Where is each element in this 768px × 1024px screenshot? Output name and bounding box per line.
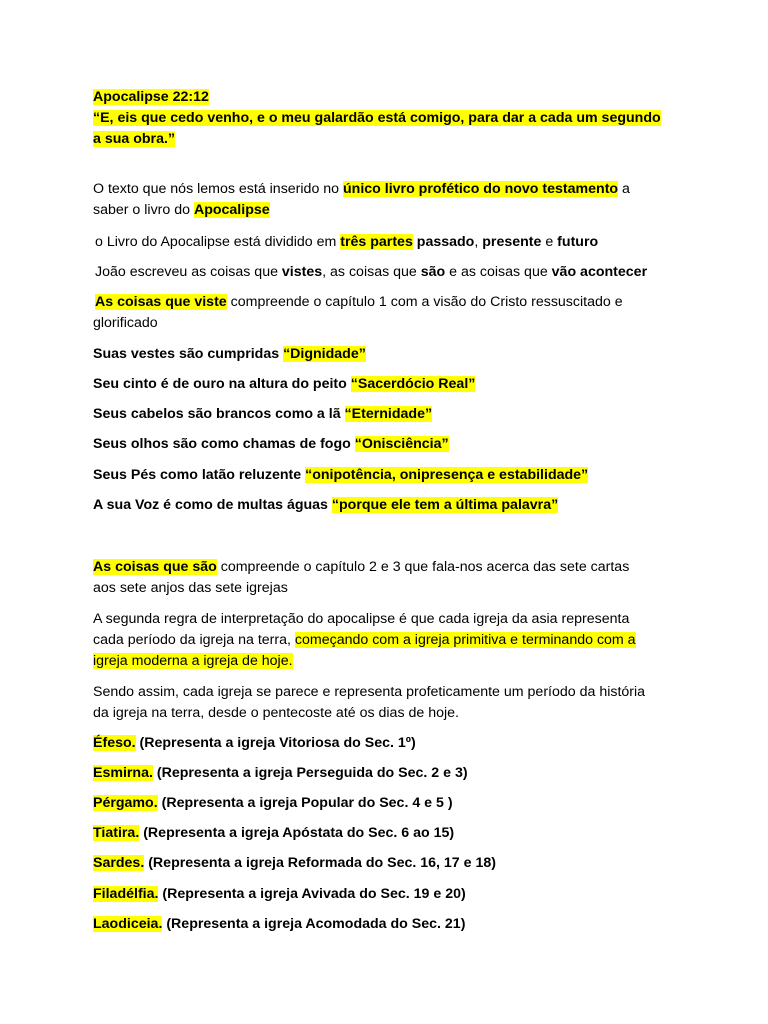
- intro-line-2: saber o livro do Apocalipse: [93, 202, 270, 218]
- attribute-line: Suas vestes são cumpridas “Dignidade”: [93, 346, 366, 362]
- are-things-line-2: aos sete anjos das sete igrejas: [93, 580, 288, 596]
- scripture-verse-line-2: a sua obra.”: [93, 131, 176, 147]
- rule-line-1: A segunda regra de interpretação do apocalipse é que cada igreja da asia representa: [93, 611, 630, 627]
- seen-things-line-2: glorificado: [93, 315, 158, 331]
- rule-line-2: cada período da igreja na terra, começando com a igreja primitiva e terminando com a: [93, 632, 636, 648]
- are-things-line-1: As coisas que são compreende o capítulo 2 e 3 que fala-nos acerca das sete cartas: [93, 559, 630, 575]
- therefore-line-1: Sendo assim, cada igreja se parece e representa profeticamente um período da história: [93, 684, 646, 700]
- attribute-line: Seu cinto é de ouro na altura do peito “Sacerdócio Real”: [93, 376, 476, 392]
- scripture-verse-line-1: “E, eis que cedo venho, e o meu galardão está comigo, para dar a cada um segundo: [93, 110, 661, 126]
- john-wrote-paragraph: João escreveu as coisas que vistes, as coisas que são e as coisas que vão acontecer: [95, 264, 648, 280]
- church-name: Éfeso.: [93, 735, 136, 751]
- scripture-reference: Apocalipse 22:12: [93, 89, 209, 105]
- attribute-line: Seus cabelos são brancos como a lã “Eternidade”: [93, 406, 433, 422]
- church-name: Esmirna.: [93, 765, 153, 781]
- church-line: Pérgamo. (Representa a igreja Popular do Sec. 4 e 5 ): [93, 795, 453, 811]
- church-line: Esmirna. (Representa a igreja Perseguida do Sec. 2 e 3): [93, 765, 468, 781]
- rule-line-3: igreja moderna a igreja de hoje.: [93, 653, 293, 669]
- therefore-line-2: da igreja na terra, desde o pentecoste até os dias de hoje.: [93, 705, 459, 721]
- church-name: Pérgamo.: [93, 795, 158, 811]
- attribute-line: A sua Voz é como de multas águas “porque ele tem a última palavra”: [93, 497, 559, 513]
- church-line: Sardes. (Representa a igreja Reformada do Sec. 16, 17 e 18): [93, 855, 496, 871]
- church-name: Laodiceia.: [93, 916, 163, 932]
- church-name: Filadélfia.: [93, 886, 159, 902]
- division-paragraph: o Livro do Apocalipse está dividido em três partes passado, presente e futuro: [95, 234, 599, 250]
- church-line: Filadélfia. (Representa a igreja Avivada do Sec. 19 e 20): [93, 886, 466, 902]
- attribute-line: Seus olhos são como chamas de fogo “Onisciência”: [93, 436, 449, 452]
- intro-line-1: O texto que nós lemos está inserido no único livro profético do novo testamento a: [93, 181, 630, 197]
- highlight-apocalipse: Apocalipse: [193, 202, 270, 218]
- church-line: Tiatira. (Representa a igreja Apóstata do Sec. 6 ao 15): [93, 825, 455, 841]
- church-name: Sardes.: [93, 855, 145, 871]
- attribute-line: Seus Pés como latão reluzente “onipotência, onipresença e estabilidade”: [93, 467, 589, 483]
- highlight-only-prophetic-book: único livro profético do novo testamento: [343, 181, 619, 197]
- seen-things-line-1: As coisas que viste compreende o capítulo 1 com a visão do Cristo ressuscitado e: [95, 294, 623, 310]
- church-line: Éfeso. (Representa a igreja Vitoriosa do Sec. 1º): [93, 735, 416, 751]
- church-line: Laodiceia. (Representa a igreja Acomodada do Sec. 21): [93, 916, 466, 932]
- church-name: Tiatira.: [93, 825, 140, 841]
